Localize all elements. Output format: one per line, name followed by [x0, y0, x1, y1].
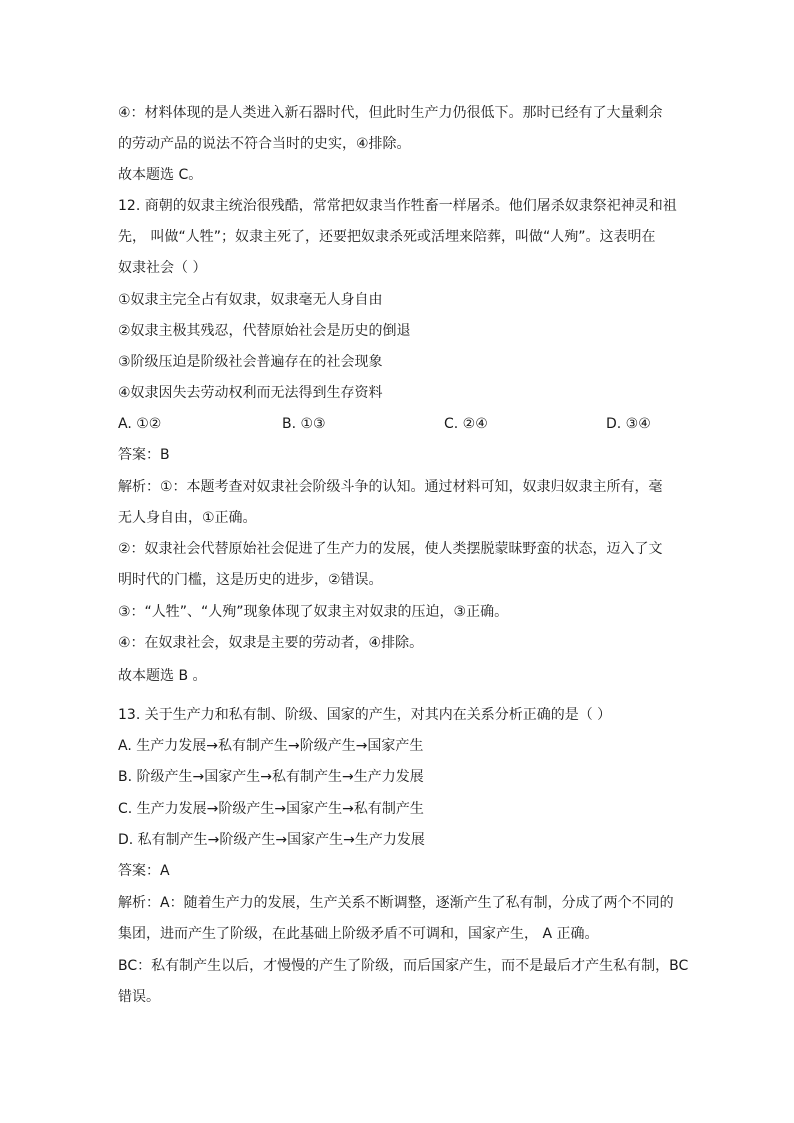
q12-stem-line3: 奴隶社会（ ）	[118, 260, 207, 276]
q12-analysis-line5: ③：“人牲”、“人殉”现象体现了奴隶主对奴隶的压迫，③正确。	[118, 604, 509, 620]
q12-analysis-line3: ②：奴隶社会代替原始社会促进了生产力的发展，使人类摆脱蒙昧野蛮的状态，迈入了文	[118, 541, 663, 557]
q13-stem: 13. 关于生产力和私有制、阶级、国家的产生，对其内在关系分析正确的是（ ）	[118, 707, 612, 723]
q13-option-d: D. 私有制产生→阶级产生→国家产生→生产力发展	[118, 832, 425, 848]
q13-analysis-line2: 集团，进而产生了阶级，在此基础上阶级矛盾不可调和，国家产生， A 正确。	[118, 926, 599, 942]
q12-statement-3: ③阶级压迫是阶级社会普遍存在的社会现象	[118, 354, 383, 370]
q13-option-c: C. 生产力发展→阶级产生→国家产生→私有制产生	[118, 801, 424, 817]
q12-statement-1: ①奴隶主完全占有奴隶，奴隶毫无人身自由	[118, 292, 383, 308]
prev-analysis-item4-line2: 的劳动产品的说法不符合当时的史实，④排除。	[118, 136, 411, 152]
prev-conclusion: 故本题选 C。	[118, 167, 203, 183]
q12-stem-line2: 先， 叫做“人牲”；奴隶主死了，还要把奴隶杀死或活埋来陪葬，叫做“人殉”。这表明在	[118, 229, 656, 245]
q12-analysis-line1: 解析：①：本题考查对奴隶社会阶级斗争的认知。通过材料可知，奴隶归奴隶主所有，毫	[118, 479, 663, 495]
q13-analysis-line1: 解析：A：随着生产力的发展，生产关系不断调整，逐渐产生了私有制，分成了两个不同的	[118, 895, 674, 911]
q12-stem-line1: 12. 商朝的奴隶主统治很残酷，常常把奴隶当作牲畜一样屠杀。他们屠杀奴隶祭祀神灵和祖	[118, 198, 677, 214]
q12-option-a: A. ①②	[118, 416, 162, 432]
q12-analysis-line4: 明时代的门槛，这是历史的进步，②错误。	[118, 572, 383, 588]
q12-option-d: D. ③④	[606, 416, 651, 432]
q12-statement-2: ②奴隶主极其残忍，代替原始社会是历史的倒退	[118, 323, 411, 339]
prev-analysis-item4-line1: ④：材料体现的是人类进入新石器时代，但此时生产力仍很低下。那时已经有了大量剩余	[118, 105, 663, 121]
q13-analysis-line3: BC：私有制产生以后，才慢慢的产生了阶级，而后国家产生，而不是最后才产生私有制，BC	[118, 958, 689, 974]
q12-conclusion: 故本题选 B 。	[118, 668, 207, 684]
q13-analysis-line4: 错误。	[118, 989, 160, 1005]
q13-option-b: B. 阶级产生→国家产生→私有制产生→生产力发展	[118, 769, 424, 785]
q13-option-a: A. 生产力发展→私有制产生→阶级产生→国家产生	[118, 738, 424, 754]
q12-option-c: C. ②④	[444, 416, 488, 432]
q12-statement-4: ④奴隶因失去劳动权利而无法得到生存资料	[118, 385, 383, 401]
q12-option-b: B. ①③	[282, 416, 326, 432]
q12-analysis-line6: ④：在奴隶社会，奴隶是主要的劳动者，④排除。	[118, 635, 424, 651]
q12-analysis-line2: 无人身自由，①正确。	[118, 510, 257, 526]
q12-options	[118, 414, 678, 434]
q13-answer: 答案：A	[118, 863, 170, 879]
q12-answer: 答案：B	[118, 447, 170, 463]
